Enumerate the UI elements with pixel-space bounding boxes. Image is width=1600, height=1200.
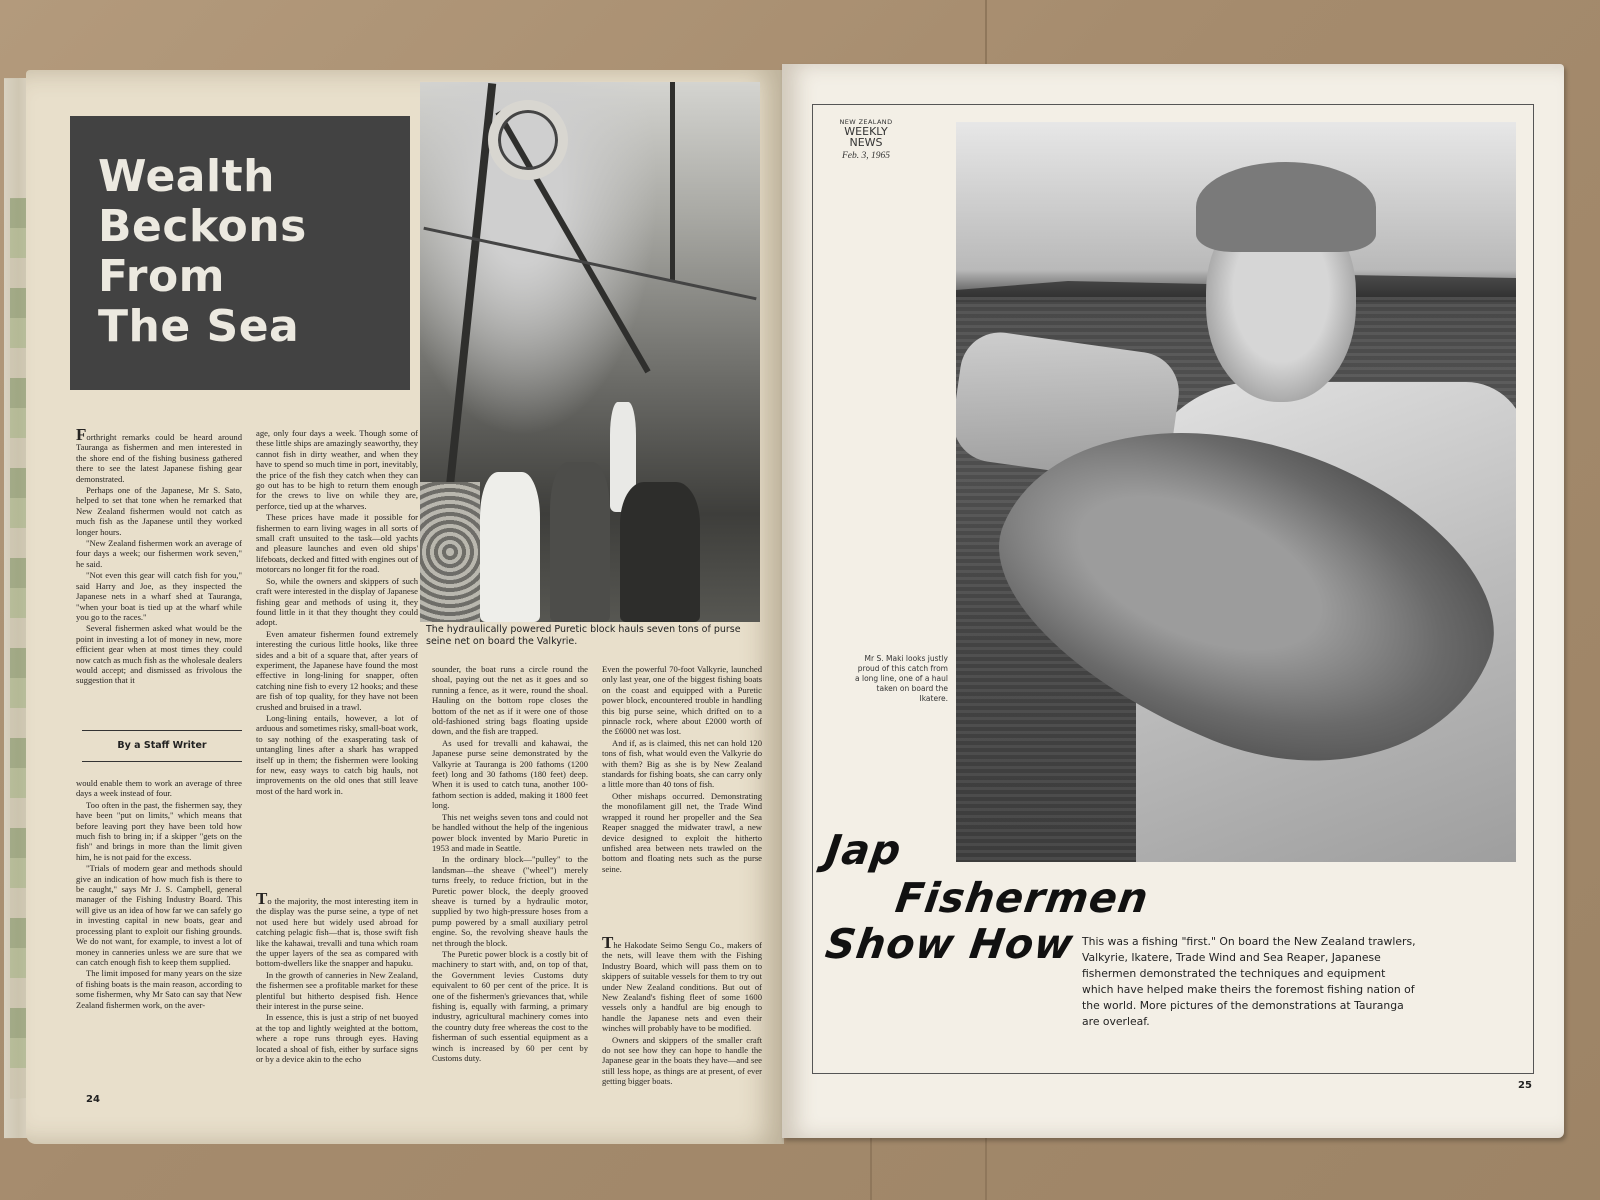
- paragraph: Even amateur fishermen found extremely interesting the curious little hooks, like three sides and a bit of a square that, after years of experiment, the Japanese have found the most effective in long-lining for snapper, often catching nine fish to every 12 hooks; and these are fish of top quality, for they have not been crushed and bruised in a trawl.: [256, 628, 418, 712]
- headline-line: Fishermen: [892, 874, 1152, 922]
- paragraph: "New Zealand fishermen work an average of four days a week; our fishermen work seven," he said.: [76, 538, 242, 569]
- headline: Wealth Beckons From The Sea: [98, 151, 307, 352]
- paragraph: In essence, this is just a strip of net buoyed at the top and lightly weighted at the bottom, where a rope runs through eyes. Having located a shoal of fish, either by surface signs or by a device akin to the echo: [256, 1012, 418, 1065]
- standfirst: This was a fishing "first." On board the New Zealand trawlers, Valkyrie, Ikatere, Trade Wind and Sea Reaper, Japanese fishermen demonstrated the techniques and equipment which have helped make theirs the foremost fishing nation of the world. More pictures of the demonstrations at Tauranga are overleaf.: [1082, 935, 1416, 1028]
- paragraph: "Trials of modern gear and methods should give an indication of how much fish is there to be caught," says Mr J. S. Campbell, general manager of the Fishing Industry Board. This will give us an idea of how far we can safely go in investing capital in new boats, gear and processing plant to exploit our fishing grounds. We do not want, for example, to invest a lot of money in canneries unless we are sure that we can catch enough fish to keep them supplied.: [76, 863, 242, 967]
- column-2-bottom: [256, 889, 418, 1066]
- paragraph: Other mishaps occurred. Demonstrating the monofilament gill net, the Trade Wind wrapped it round her propeller and the Sea Reaper snagged the midwater trawl, a new device designed to exploit the hitherto unfished area between nets trawled on the bottom and floating nets such as the purse seine.: [602, 790, 762, 874]
- table-seam: [870, 1130, 872, 1200]
- byline: By a Staff Writer: [82, 730, 242, 762]
- paragraph: Forthright remarks could be heard around Tauranga as fishermen and men interested in the shore end of the fishing business gathered there to see the latest Japanese fishing gear demonstrated.: [76, 425, 242, 484]
- fisherman-photo: [956, 122, 1516, 862]
- boat-photo: [420, 82, 760, 622]
- issue-date: Feb. 3, 1965: [841, 151, 891, 161]
- masthead-line: WEEKLY: [844, 125, 888, 138]
- column-3: [432, 664, 588, 1064]
- paragraph: And if, as is claimed, this net can hold 120 tons of fish, what would even the Valkyrie do with them? Big as she is by New Zealand standards for fishing boats, she can carry only a little more than 40 tons of fish.: [602, 737, 762, 790]
- paragraph: Even the powerful 70-foot Valkyrie, launched only last year, one of the biggest fishing boats on the coast and equipped with a Puretic power block, encountered trouble in handling this big purse seine, which drifted on to a pinnacle rock, where about £2000 worth of the £6000 net was lost.: [602, 664, 762, 737]
- headline-line: Show How: [822, 920, 1077, 968]
- column-2-top: [256, 428, 418, 797]
- headline-block: [70, 116, 410, 390]
- column-1-top: [76, 425, 242, 687]
- masthead-line: NEW ZEALAND: [839, 118, 893, 126]
- paragraph: The Puretic power block is a costly bit of machinery to start with, and, on top of that, the Government levies Customs duty equivalent to 60 per cent of the price. It is one of the fishermen's grievances that, while fishing is, equally with farming, a primary industry, agricultural machinery comes into the country duty free whereas the cost to the fisherman of such essential equipment as a winch is increased by 60 per cent by Customs duty.: [432, 948, 588, 1064]
- paragraph: The limit imposed for many years on the size of fishing boats is the main reason, according to some fishermen, why Mr Sato can say that New Zealand fishermen work, on the aver-: [76, 968, 242, 1010]
- paragraph: "Not even this gear will catch fish for you," said Harry and Joe, as they inspected the Japanese nets in a wharf shed at Tauranga, "when your boat is tied up at the wharf while you go to the races.": [76, 570, 242, 622]
- boat-photo-caption: The hydraulically powered Puretic block hauls seven tons of purse seine net on board the Valkyrie.: [426, 624, 741, 647]
- paragraph: would enable them to work an average of three days a week instead of four.: [76, 778, 242, 799]
- paragraph: age, only four days a week. Though some of these little ships are amazingly seaworthy, they cannot fish in dirty weather, and when they have to spend so much time in port, inevitably, the price of the fish they catch when they can go out has to be high to return them enough for the crews to live on while they are, perforce, tied up at the wharves.: [256, 428, 418, 511]
- paragraph: In the ordinary block—"pulley" to the landsman—the sheave ("wheel") merely turns freely, to reduce friction, but in the Puretic power block, the deeply grooved sheave is turned by a hydraulic motor, supplied by two high-pressure hoses from a pump powered by a small auxiliary petrol engine. So, the revolving sheave hauls the net through the block.: [432, 854, 588, 948]
- paragraph: Too often in the past, the fishermen say, they have been "put on limits," which means that before leaving port they have been told how much fish to bring in; if a skipper "gets on the fish" and brings in more than the limit given him, he is not paid for the excess.: [76, 799, 242, 862]
- paragraph: To the majority, the most interesting item in the display was the purse seine, a type of net not used here but widely used abroad for catching pelagic fish—that is, those swift fish like the kahawai, trevalli and tuna which roam the upper layers of the sea as compared with bottom-dwellers like the snapper and hapuku.: [256, 889, 418, 969]
- column-4-top: [602, 664, 762, 875]
- paragraph: Perhaps one of the Japanese, Mr S. Sato, helped to set that tone when he remarked that New Zealand fishermen would not catch as much fish as the Japanese until they worked longer hours.: [76, 485, 242, 537]
- column-4-bottom: [602, 933, 762, 1088]
- page-number: 24: [86, 1094, 100, 1105]
- paragraph: This net weighs seven tons and could not be handled without the help of the ingenious power block invented by Mario Puretic in 1953 and made in Seattle.: [432, 811, 588, 853]
- paragraph: These prices have made it possible for fishermen to earn living wages in all sorts of small craft unsuited to the task—old yachts and pleasure launches and even old ships' lifeboats, decked and fitted with engines out of motorcars no longer fit for the road.: [256, 512, 418, 575]
- paragraph: Owners and skippers of the smaller craft do not see how they can hope to handle the Japanese gear in the boats they have—and see still less hope, as things are at present, of ever getting bigger boats.: [602, 1034, 762, 1087]
- column-1-bottom: [76, 778, 242, 1011]
- paragraph: In the growth of canneries in New Zealand, the fishermen see a profitable market for these plentiful but hitherto despised fish. Hence their interest in the purse seine.: [256, 969, 418, 1012]
- headline-line: Jap: [822, 826, 905, 874]
- paragraph: Several fishermen asked what would be the point in investing a lot of money in new, more efficient gear when at most times they could now catch as much fish as the wholesale dealers would accept; and dismissed as frivolous the suggestion that it: [76, 623, 242, 686]
- fisherman-photo-caption: Mr S. Maki looks justly proud of this catch from a long line, one of a haul taken on board the Ikatere.: [855, 654, 948, 703]
- masthead-line: NEWS: [849, 136, 883, 149]
- paragraph: The Hakodate Seimo Sengu Co., makers of the nets, will leave them with the Fishing Industry Board, which will pass them on to skippers of suitable vessels for them to try out under New Zealand conditions. But out of New Zealand's fishing fleet of some 1600 vessels only a handful are big enough to handle the Japanese nets and even their winches will probably have to be modified.: [602, 933, 762, 1034]
- masthead: [826, 118, 906, 161]
- right-headline: [822, 826, 1152, 968]
- paragraph: sounder, the boat runs a circle round the shoal, paying out the net as it goes and so running a fence, as it were, round the shoal. Hauling on the bottom rope closes the bottom of the net as if it were one of those old-fashioned string bags floating upside down, and the fish are trapped.: [432, 664, 588, 737]
- page-number: 25: [1518, 1080, 1532, 1091]
- paragraph: As used for trevalli and kahawai, the Japanese purse seine demonstrated by the Valkyrie at Tauranga is 200 fathoms (1200 feet) long and 30 fathoms (180 feet) deep. When it is used to catch tuna, another 100-fathom section is added, making it 1800 feet long.: [432, 737, 588, 811]
- paragraph: Long-lining entails, however, a lot of arduous and sometimes risky, small-boat work, to say nothing of the exasperating task of untangling lines after a shark has wrapped itself up in them; the fishermen were looking for new, easy ways to catch big hauls, not improvements on the old ones that still leave most of the hard work in.: [256, 712, 418, 796]
- paragraph: So, while the owners and skippers of such craft were interested in the display of Japanese fishing gear and methods of using it, they found little in it that they thought they could adopt.: [256, 575, 418, 628]
